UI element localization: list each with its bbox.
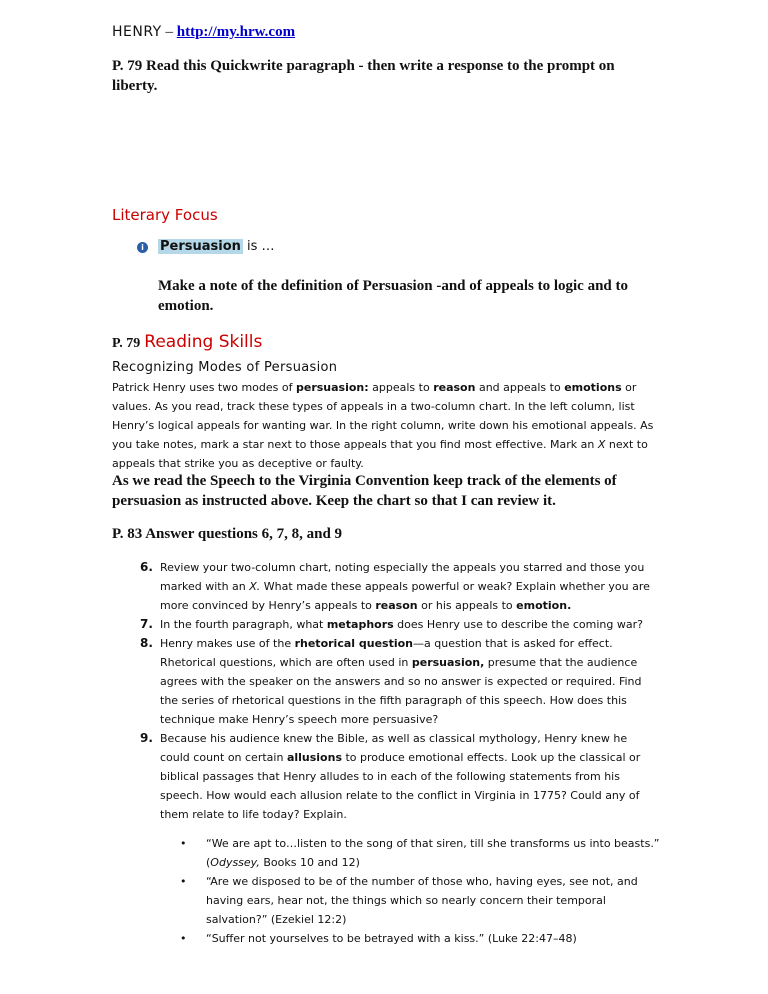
modes-text: or values. As you read, track these types of appeals in a two-column chart. In the left column, list Henry’s logical appeals for wanting war. In the right column, write down his emotional appeals. As you take notes, mark a star next to those appeals that you find most effective. Mark an <box>112 381 654 451</box>
modes-subheading: Recognizing Modes of Persuasion <box>112 360 338 375</box>
bullet-icon: • <box>180 932 187 945</box>
literary-focus-heading: Literary Focus <box>112 206 218 224</box>
reading-skills-heading <box>112 332 262 352</box>
modes-term-persuasion: persuasion: <box>295 381 369 394</box>
bullet-text: Books 10 and 12) <box>259 856 360 869</box>
list-item <box>180 872 660 929</box>
modes-term-emotions: emotions <box>564 381 622 394</box>
quickwrite-instruction: P. 79 Read this Quickwrite paragraph - then write a response to the prompt on liberty. <box>112 58 615 94</box>
hrw-link[interactable]: http://my.hrw.com <box>176 24 296 40</box>
info-icon: i <box>137 242 148 253</box>
allusion-bullet-list <box>180 834 660 948</box>
persuasion-term: Persuasion <box>160 239 241 254</box>
answer-questions-heading: P. 83 Answer questions 6, 7, 8, and 9 <box>112 526 343 542</box>
chart-instruction: As we read the Speech to the Virginia Convention keep track of the elements of persuasion as instructed above. Keep the chart so that I can review it. <box>112 473 617 509</box>
modes-text: next to appeals that strike you as deceptive or faulty. <box>112 438 648 470</box>
question-term: persuasion, <box>411 656 485 669</box>
question-text: to produce emotional effects. Look up the classical or biblical passages that Henry alludes to in each of the following statements from his speech. How would each allusion relate to the conflict in Virginia in 1775? Could any of them relate to life today? Explain. <box>160 751 641 821</box>
definition-instruction: Make a note of the definition of Persuasion -and of appeals to logic and to emotion. <box>158 278 629 314</box>
question-term: rhetorical question <box>294 637 413 650</box>
question-number: 6. <box>140 560 153 574</box>
question-text: —a question that is asked for effect. Rhetorical questions, which are often used in <box>160 637 613 669</box>
question-text-italic: X. <box>249 580 261 593</box>
question-term: metaphors <box>326 618 394 631</box>
modes-term-reason: reason <box>433 381 476 394</box>
question-text: or his appeals to <box>417 599 517 612</box>
question-text: does Henry use to describe the coming war? <box>393 618 643 631</box>
persuasion-suffix: is … <box>242 239 275 254</box>
question-term: emotion. <box>516 599 572 612</box>
question-number: 9. <box>140 731 153 745</box>
page-header <box>112 24 295 41</box>
header-brand: HENRY <box>112 24 162 40</box>
bullet-text: “We are apt to…listen to the song of that siren, till she transforms us into beasts.” ( <box>206 837 660 869</box>
header-separator: – <box>165 24 173 40</box>
bullet-text: “Are we disposed to be of the number of those who, having eyes, see not, and having ears, hear not, the things which so nearly concern their temporal salvation?” (Ezekiel 12:2) <box>206 875 638 926</box>
question-term: reason <box>375 599 418 612</box>
question-number: 8. <box>140 636 153 650</box>
bullet-text: “Suffer not yourselves to be betrayed with a kiss.” (Luke 22:47–48) <box>206 932 577 945</box>
persuasion-prompt <box>158 239 275 254</box>
question-7 <box>136 615 656 634</box>
modes-x-mark: X <box>597 438 606 451</box>
question-text: presume that the audience agrees with the speaker on the answers and so no answer is expected or required. Find the series of rhetorical questions in the fifth paragraph of this speech. How does this technique make Henry’s speech more persuasive? <box>160 656 642 726</box>
reading-skills-title: Reading Skills <box>144 332 263 352</box>
question-6 <box>136 558 656 615</box>
question-term: allusions <box>286 751 342 764</box>
bullet-icon: • <box>180 837 187 850</box>
question-text: Review your two-column chart, noting especially the appeals you starred and those you marked with an <box>160 561 645 593</box>
bullet-icon: • <box>180 875 187 888</box>
modes-paragraph <box>112 378 657 473</box>
question-9 <box>136 729 656 824</box>
question-text: What made these appeals powerful or weak? Explain whether you are more convinced by Henry’s appeals to <box>160 580 650 612</box>
list-item <box>180 834 660 872</box>
question-text: In the fourth paragraph, what <box>160 618 327 631</box>
modes-text: appeals to <box>368 381 434 394</box>
modes-text: Patrick Henry uses two modes of <box>112 381 296 394</box>
question-list <box>136 558 656 824</box>
question-text: Because his audience knew the Bible, as well as classical mythology, Henry knew he could count on certain <box>160 732 628 764</box>
bullet-text-italic: Odyssey, <box>210 856 260 869</box>
question-8 <box>136 634 656 729</box>
modes-text: and appeals to <box>475 381 565 394</box>
reading-skills-page: P. 79 <box>112 336 141 351</box>
list-item <box>180 929 660 948</box>
question-text: Henry makes use of the <box>160 637 295 650</box>
question-number: 7. <box>140 617 153 631</box>
